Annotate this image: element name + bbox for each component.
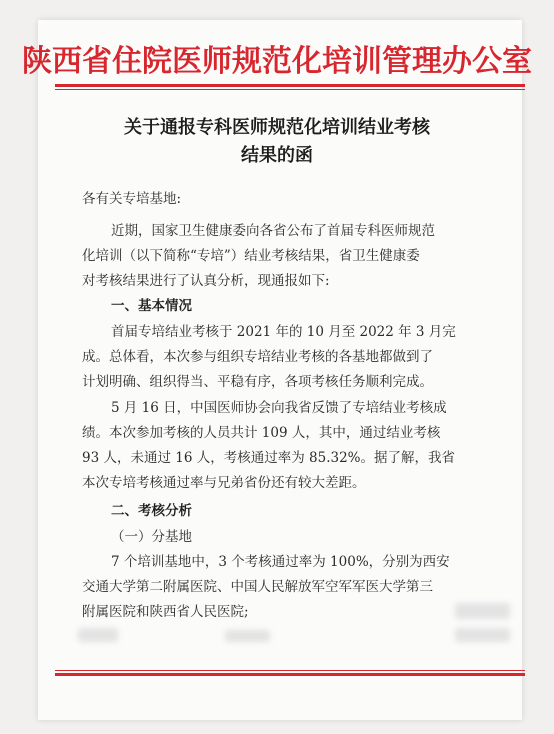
section-2-p1-line-2: 交通大学第二附属医院、中国人民解放军空军军医大学第三	[82, 579, 433, 595]
footer-rule-thin	[55, 670, 525, 671]
section-2-p1-line-3: 附属医院和陕西省人民医院;	[82, 604, 249, 620]
intro-line-1: 近期，国家卫生健康委向各省公布了首届专科医师规范	[111, 223, 435, 239]
document-title-line-1: 关于通报专科医师规范化培训结业考核	[124, 117, 430, 138]
section-1-p2-line-1: 5 月 16 日，中国医师协会向我省反馈了专培结业考核成	[111, 400, 447, 416]
letterhead-title: 陕西省住院医师规范化培训管理办公室	[22, 44, 532, 79]
section-1-heading: 一、基本情况	[111, 298, 192, 314]
section-1-p1-line-2: 成。总体看，本次参与组织专培结业考核的各基地都做到了	[82, 349, 433, 365]
letterhead-rule-thick	[55, 84, 525, 87]
section-1-p2-line-2: 绩。本次参加考核的人员共计 109 人，其中，通过结业考核	[82, 425, 441, 441]
intro-line-2: 化培训（以下简称“专培”）结业考核结果，省卫生健康委	[82, 248, 420, 264]
letterhead-rule-thin	[55, 89, 525, 90]
section-1-p2-line-4: 本次专培考核通过率与兄弟省份还有较大差距。	[82, 475, 366, 491]
salutation: 各有关专培基地:	[82, 191, 182, 207]
section-1-p2-line-3: 93 人，未通过 16 人，考核通过率为 85.32%。据了解，我省	[82, 450, 455, 466]
section-2-p1-line-1: 7 个培训基地中，3 个考核通过率为 100%，分别为西安	[111, 554, 450, 570]
redacted-region	[455, 603, 510, 619]
redacted-region	[455, 628, 510, 642]
redacted-region	[225, 630, 270, 642]
redacted-region	[78, 628, 118, 642]
section-2-subheading: （一）分基地	[111, 529, 192, 545]
section-1-p1-line-3: 计划明确、组织得当、平稳有序，各项考核任务顺利完成。	[82, 374, 433, 390]
intro-line-3: 对考核结果进行了认真分析，现通报如下:	[82, 273, 330, 289]
section-1-p1-line-1: 首届专培结业考核于 2021 年的 10 月至 2022 年 3 月完	[111, 324, 456, 340]
document-title-line-2: 结果的函	[241, 145, 313, 166]
footer-rule-thick	[55, 673, 525, 676]
section-2-heading: 二、考核分析	[111, 503, 192, 519]
